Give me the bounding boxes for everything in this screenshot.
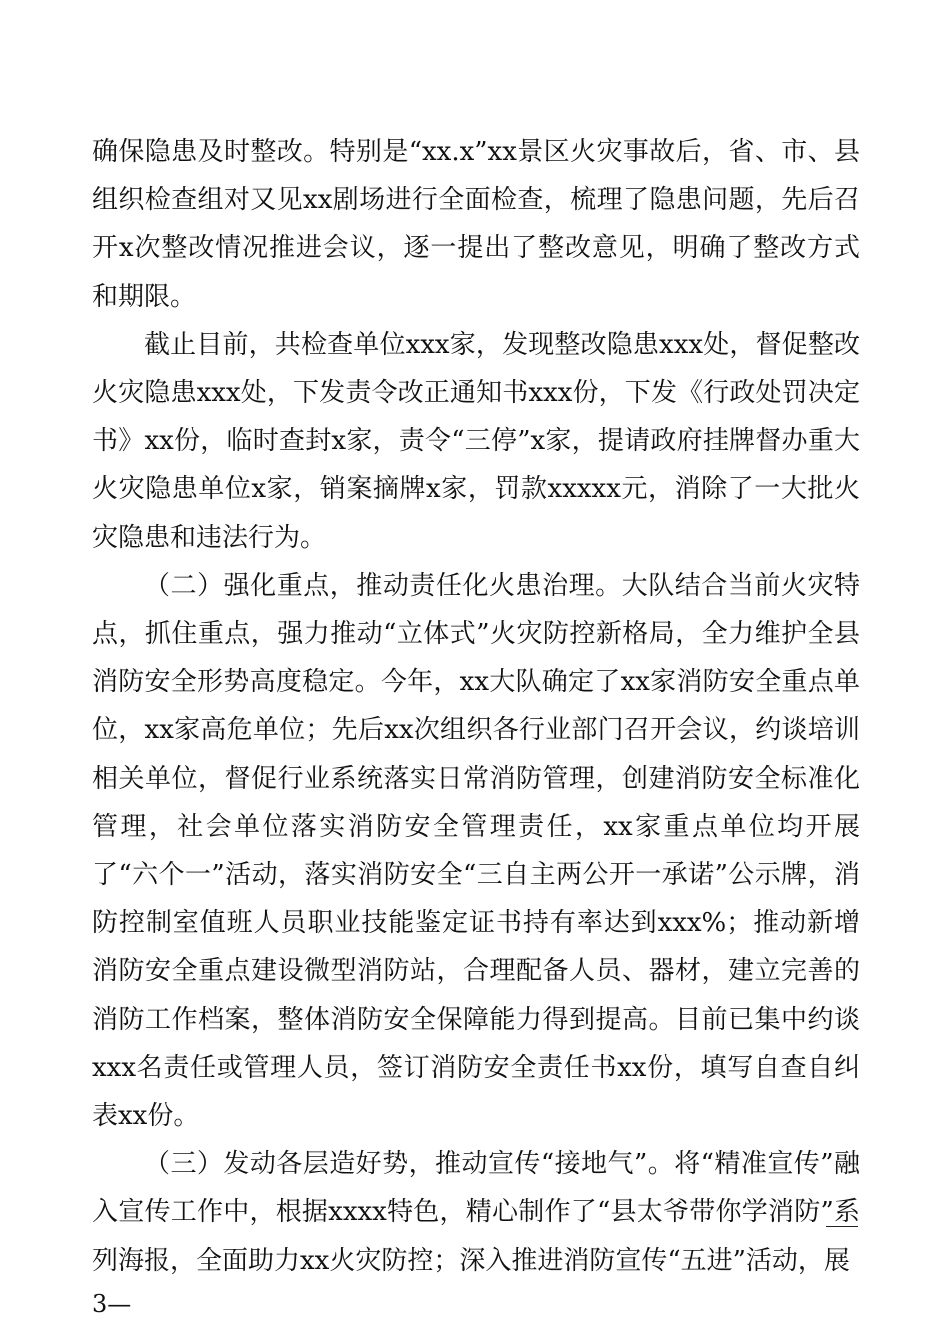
- page-number: 3—: [92, 1290, 132, 1318]
- paragraph-1: 确保隐患及时整改。特别是“xx.x”xx景区火灾事故后，省、市、县组织检查组对又见xx剧场进行全面检查，梳理了隐患问题，先后召开x次整改情况推进会议，逐一提出了整改意见，明确了整改方式和期限。: [92, 137, 860, 312]
- body-text: [92, 128, 860, 1285]
- paragraph-2: 截止目前，共检查单位xxx家，发现整改隐患xxx处，督促整改火灾隐患xxx处，下发责令改正通知书xxx份，下发《行政处罚决定书》xx份，临时查封x家，责令“三停”x家，提请政府挂牌督办重大火灾隐患单位x家，销案摘牌x家，罚款xxxxx元，消除了一大批火灾隐患和违法行为。: [92, 329, 860, 553]
- paragraph-3: （二）强化重点，推动责任化火患治理。大队结合当前火灾特点，抓住重点，强力推动“立体式”火灾防控新格局，全力维护全县消防安全形势高度稳定。今年，xx大队确定了xx家消防安全重点单位，xx家高危单位；先后xx次组织各行业部门召开会议，约谈培训相关单位，督促行业系统落实日常消防管理，创建消防安全标准化管理，社会单位落实消防安全管理责任，xx家重点单位均开展了“六个一”活动，落实消防安全“三自主两公开一承诺”公示牌，消防控制室值班人员职业技能鉴定证书持有率达到xxx%；推动新增消防安全重点建设微型消防站，合理配备人员、器材，建立完善的消防工作档案，整体消防安全保障能力得到提高。目前已集中约谈xxx名责任或管理人员，签订消防安全责任书xx份，填写自查自纠表xx份。: [92, 570, 860, 1132]
- paragraph-4: （三）发动各层造好势，推动宣传“接地气”。将“精准宣传”融入宣传工作中，根据xxxx特色，精心制作了“县太爷带你学消防”系列海报，全面助力xx火灾防控；深入推进消防宣传“五进”活动，展: [92, 1149, 860, 1276]
- footer-rule: [826, 1226, 858, 1227]
